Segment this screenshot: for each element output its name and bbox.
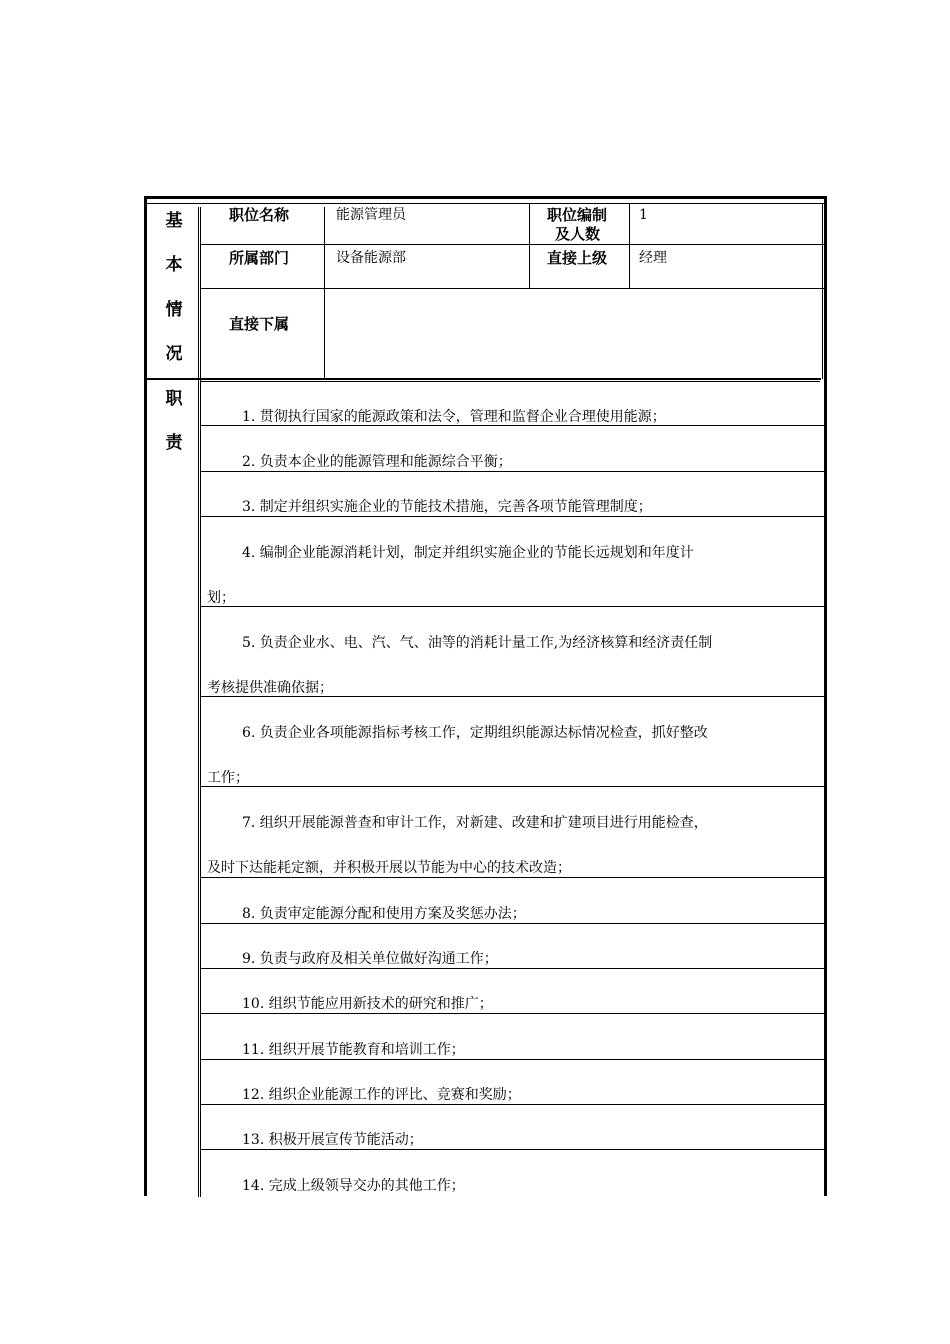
table-divider: [198, 207, 199, 1197]
duty-item: 1. 贯彻执行国家的能源政策和法令，管理和监督企业合理使用能源；: [242, 409, 666, 425]
supervisor-value: 经理: [639, 250, 667, 266]
duty-item: 5. 负责企业水、电、汽、气、油等的消耗计量工作,为经济核算和经济责任制: [242, 635, 713, 651]
headcount-label-line1: 职位编制: [547, 206, 608, 224]
duty-item: 2. 负责本企业的能源管理和能源综合平衡；: [242, 454, 512, 470]
duty-item: 4. 编制企业能源消耗计划，制定并组织实施企业的节能长远规划和年度计: [242, 545, 694, 561]
table-divider: [200, 381, 820, 382]
table-divider: [200, 244, 824, 245]
position-name-value: 能源管理员: [336, 207, 406, 223]
duty-item: 9. 负责与政府及相关单位做好沟通工作；: [242, 951, 498, 967]
department-label: 所属部门: [229, 249, 290, 267]
duty-item: 13. 积极开展宣传节能活动；: [242, 1132, 423, 1148]
table-divider: [822, 203, 823, 379]
duty-item: 10. 组织节能应用新技术的研究和推广；: [242, 996, 493, 1012]
table-divider: [147, 203, 824, 204]
table-divider: [200, 207, 201, 1197]
duty-item: 11. 组织开展节能教育和培训工作；: [242, 1042, 465, 1058]
duty-item: 7. 组织开展能源普查和审计工作，对新建、改建和扩建项目进行用能检查，: [242, 815, 708, 831]
duty-item: 6. 负责企业各项能源指标考核工作，定期组织能源达标情况检查，抓好整改: [242, 725, 708, 741]
section-heading-char: 本: [165, 255, 183, 275]
section-heading-char: 情: [165, 300, 183, 320]
duty-item: 14. 完成上级领导交办的其他工作；: [242, 1178, 465, 1194]
table-divider: [324, 207, 325, 379]
duty-item-continuation: 考核提供准确依据；: [207, 680, 333, 696]
table-divider: [200, 288, 824, 289]
duty-item-continuation: 工作；: [207, 770, 249, 786]
duty-item: 12. 组织企业能源工作的评比、竞赛和奖励；: [242, 1087, 521, 1103]
subordinate-label: 直接下属: [229, 315, 290, 333]
table-divider: [529, 203, 530, 289]
department-value: 设备能源部: [336, 250, 406, 266]
section-heading-char: 责: [165, 433, 183, 453]
section-heading-char: 职: [165, 389, 183, 409]
section-heading-char: 况: [165, 344, 183, 364]
headcount-label-line2: 及人数: [555, 225, 601, 243]
supervisor-label: 直接上级: [547, 249, 608, 267]
position-name-label: 职位名称: [229, 206, 290, 224]
duty-item: 8. 负责审定能源分配和使用方案及奖惩办法；: [242, 906, 526, 922]
table-divider: [147, 378, 821, 380]
duty-item-continuation: 及时下达能耗定额，并积极开展以节能为中心的技术改造；: [207, 860, 571, 876]
duty-item-continuation: 划；: [207, 590, 235, 606]
headcount-value: 1: [639, 207, 648, 223]
table-divider: [629, 203, 630, 289]
section-heading-char: 基: [165, 211, 183, 231]
duty-item: 3. 制定并组织实施企业的节能技术措施，完善各项节能管理制度；: [242, 499, 652, 515]
